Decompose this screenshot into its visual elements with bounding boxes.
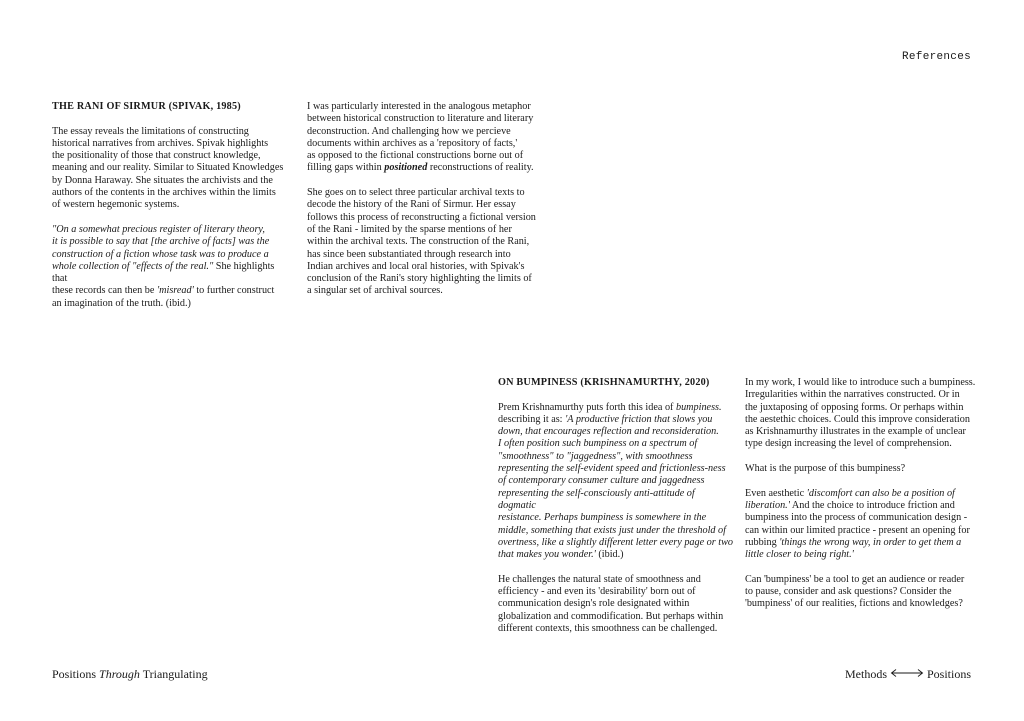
footer-left-italic: Through (99, 667, 140, 681)
rani-p3-text-b: reconstructions of reality. (427, 162, 534, 174)
rani-paragraph-1: The essay reveals the limitations of constructing historical narratives from archives. Spivak highlights the positionality of those that construct knowledge, meaning and our reality. Similar to Situated Knowledges by Donna Haraway. She situates the archivists and the authors of the contents in the archives within the limits of western hegemonic systems. (52, 125, 284, 211)
rani-p2-italic: 'misread' (156, 285, 194, 297)
footer-title (52, 667, 208, 681)
bump-p1-text-b: describing it as: (498, 413, 563, 425)
bumpiness-paragraph-1 (498, 402, 733, 562)
footer-positions: Positions (926, 667, 971, 681)
bumpiness-paragraph-5 (745, 488, 980, 562)
bump-p1-text-a: Prem Krishnamurthy puts forth this idea of (498, 401, 676, 413)
section-label: References (901, 51, 971, 63)
bumpiness-column-2 (745, 377, 980, 611)
rani-p2-text-a: She highlights that these records can then be (52, 260, 275, 297)
footer-methods-positions (845, 667, 971, 681)
rani-heading: THE RANI OF SIRMUR (SPIVAK, 1985) (52, 101, 241, 112)
footer-left-a: Positions (52, 667, 100, 681)
rani-column-1 (52, 101, 292, 310)
bump-p1-quote: 'A productive friction that slows you down, that encourages reflection and reconsideration. I often position such bumpiness on a spectrum of "smoothness" to "jaggedness", with smoothness representing the self-evident speed and frictionless-ness of contemporary consumer culture and jaggedness representing the self-consciously anti-attitude of dogmatic resistance. Perhaps bumpiness is somewhere in the middle, something that exists just under the threshold of overtness, like a slightly different letter every page or two that makes you wonder.' (498, 413, 734, 561)
double-headed-arrow-icon (890, 667, 924, 681)
bumpiness-paragraph-3: In my work, I would like to introduce such a bumpiness. Irregularities within the narratives constructed. Or in the juxtaposing of opposing forms. Or perhaps within the aestethic choices. Could this improve consideration as Krishnamurthy illustrates in the example of unclear type design increasing the level of comprehension. (745, 377, 976, 450)
rani-column-2 (307, 101, 547, 298)
bump-p5-italic-1: 'discomfort can also be a position of liberation.' (745, 487, 955, 511)
rani-quote: "On a somewhat precious register of literary theory, it is possible to say that [the archive of facts] was the construction of a fiction whose task was to produce a whole collection of "effects of the real." (52, 223, 270, 272)
rani-p3-bold: positioned (384, 162, 428, 174)
bump-p5-italic-2: 'things the wrong way, in order to get them a little closer to being right.' (745, 536, 962, 561)
rani-paragraph-3 (307, 101, 547, 175)
bump-p5-text-a: Even aesthetic (745, 487, 807, 499)
bumpiness-column-1 (498, 377, 733, 635)
rani-p3-text-a: I was particularly interested in the analogous metaphor between historical construction to literature and literary deconstruction. And challenging how we percieve documents within archives as a 'repository of facts,' as opposed to the fictional constructions borne out of filling gaps within (307, 101, 534, 174)
bumpiness-paragraph-4: What is the purpose of this bumpiness? (745, 463, 906, 475)
rani-paragraph-4: She goes on to select three particular archival texts to decode the history of the Rani of Sirmur. Her essay follows this process of reconstructing a fictional version of the Rani - limited by the sparse mentions of her within the archival texts. The construction of the Rani, has since been substantiated through research into Indian archives and local oral histories, with Spivak's conclusion of the Rani's story highlighting the limits of a singular set of archival sources. (307, 187, 536, 297)
bump-p1-text-c: (ibid.) (595, 549, 624, 561)
footer-left-b: Triangulating (139, 667, 208, 681)
footer-methods: Methods (844, 667, 887, 681)
bumpiness-paragraph-2: He challenges the natural state of smoothness and efficiency - and even its 'desirability' born out of communication design's role designated within globalization and commodification. But perhaps within different contexts, this smoothness can be challenged. (498, 573, 724, 634)
bump-p5-text-b: And the choice to introduce friction and bumpiness into the process of communication design - can within our limited practice - present an opening for rubbing (745, 499, 970, 548)
bump-p1-italic: bumpiness. (675, 401, 722, 413)
rani-p2-text-b: to further construct an imagination of the truth. (ibid.) (52, 285, 275, 309)
rani-paragraph-2 (52, 224, 292, 310)
bumpiness-paragraph-6: Can 'bumpiness' be a tool to get an audience or reader to pause, consider and ask questions? Consider the 'bumpiness' of our realities, fictions and knowledges? (745, 573, 965, 610)
bumpiness-heading: ON BUMPINESS (KRISHNAMURTHY, 2020) (498, 377, 710, 388)
